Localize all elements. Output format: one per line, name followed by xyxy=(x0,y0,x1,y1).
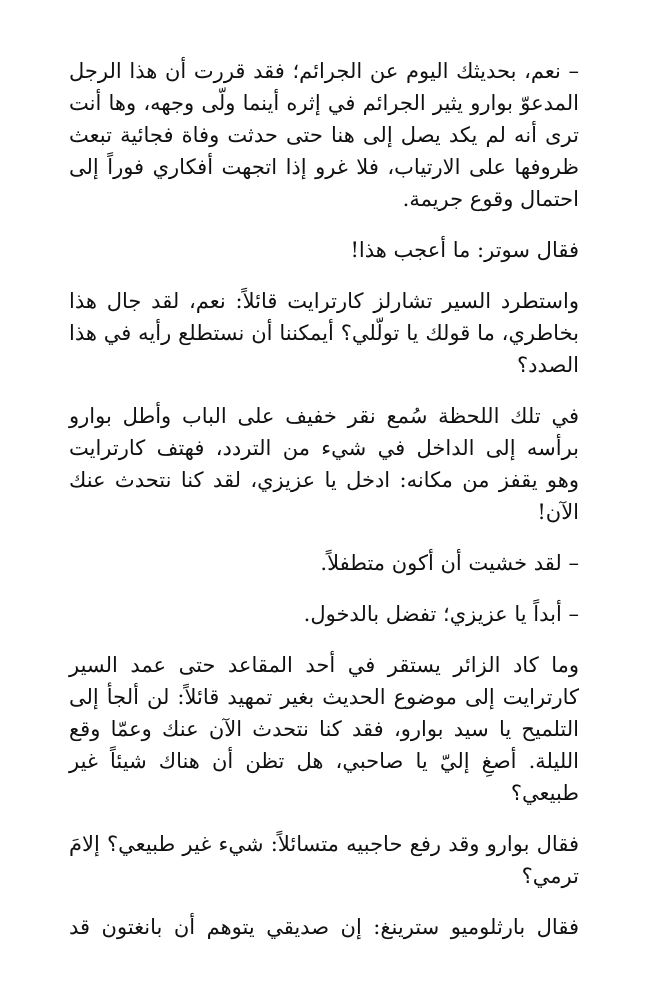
paragraph-2: فقال سوتر: ما أعجب هذا! xyxy=(350,238,579,262)
paragraph-7: وما كاد الزائر يستقر في أحد المقاعد حتى عمد السير كارترايت إلى موضوع الحديث بغير تمهيد قائلاً: لن ألجأ إلى التلميح يا سيد بوارو، فقد كنا نتحدث الآن عنك وعمّا وقع الليلة. أصغِ إليّ يا صاحبي، هل تظن أن هناك شيئاً غير طبيعي؟ xyxy=(69,653,579,805)
paragraph-9: فقال بارثلوميو سترينغ: إن صديقي يتوهم أن بانغتون قد xyxy=(69,915,579,939)
paragraph-5: – لقد خشيت أن أكون متطفلاً. xyxy=(320,551,579,575)
paragraph-1: – نعم، بحديثك اليوم عن الجرائم؛ فقد قررت أن هذا الرجل المدعوّ بوارو يثير الجرائم في إثره أينما ولّى وجهه، وها أنت ترى أنه لم يكد يصل إلى هنا حتى حدثت وفاة فجائية تبعث ظروفها على الارتياب، فلا غرو إذا اتجهت أفكاري فوراً إلى احتمال وقوع جريمة. xyxy=(69,59,579,211)
book-page xyxy=(69,55,579,943)
paragraph-3: واستطرد السير تشارلز كارترايت قائلاً: نعم، لقد جال هذا بخاطري، ما قولك يا تولّلي؟ أيمكننا أن نستطلع رأيه في هذا الصدد؟ xyxy=(69,289,579,377)
paragraph-6: – أبداً يا عزيزي؛ تفضل بالدخول. xyxy=(303,602,579,626)
paragraph-8: فقال بوارو وقد رفع حاجبيه متسائلاً: شيء غير طبيعي؟ إلامَ ترمي؟ xyxy=(69,832,579,888)
paragraph-4: في تلك اللحظة سُمع نقر خفيف على الباب وأطل بوارو برأسه إلى الداخل في شيء من التردد، فهتف كارترايت وهو يقفز من مكانه: ادخل يا عزيزي، لقد كنا نتحدث عنك الآن! xyxy=(69,404,579,524)
